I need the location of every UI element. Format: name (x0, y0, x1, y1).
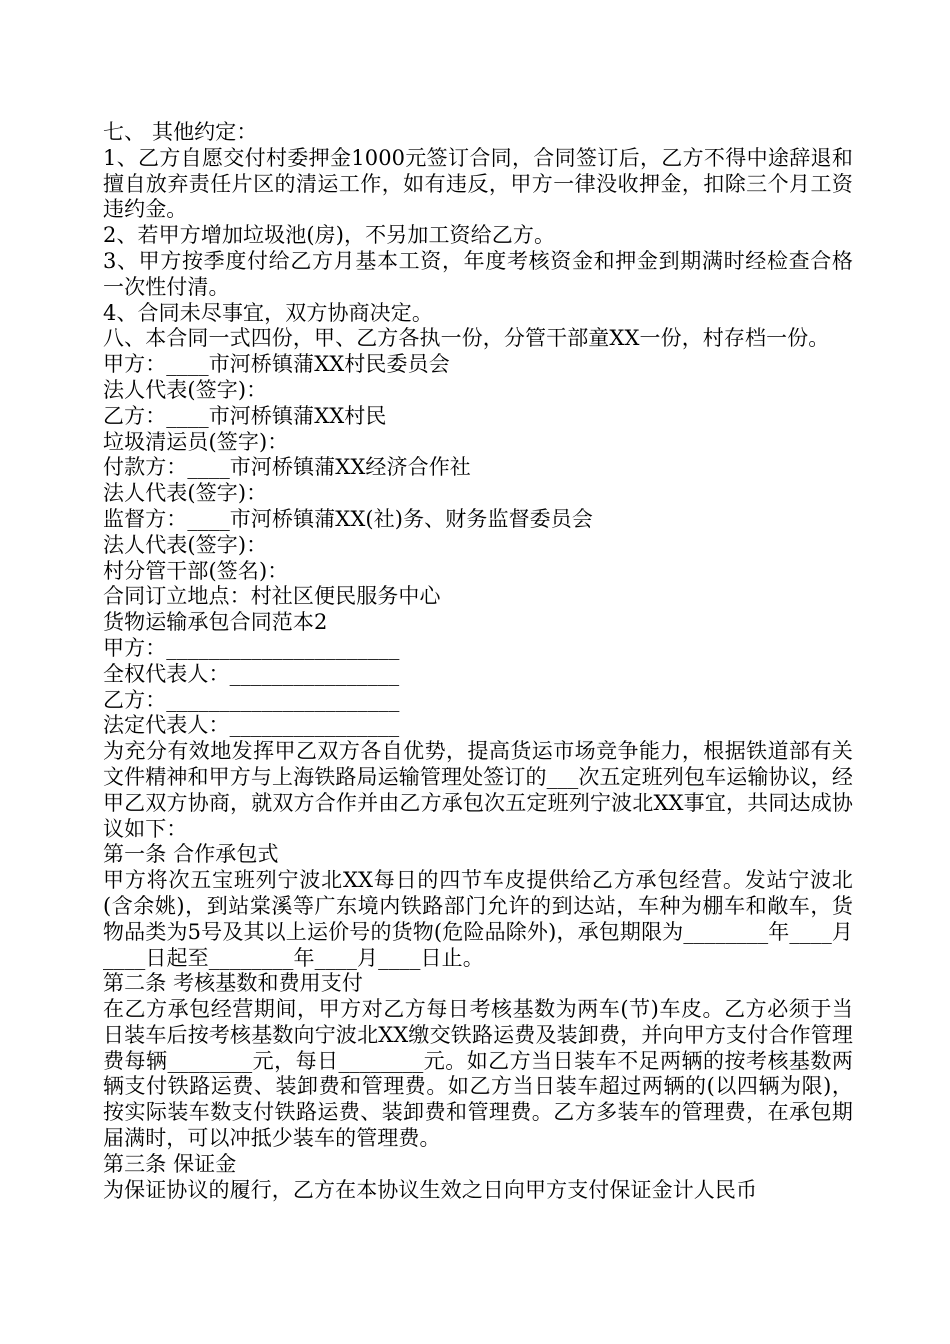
signing-place-line: 合同订立地点：村社区便民服务中心 (103, 584, 441, 609)
article-1-heading: 第一条 合作承包式 (103, 842, 279, 867)
clause-garbage-pool: 2、若甲方增加垃圾池(房)，不另加工资给乙方。 (103, 223, 556, 248)
legal-rep-blank-line: 法定代表人：________________ (103, 713, 400, 738)
template-2-title: 货物运输承包合同范本2 (103, 610, 328, 635)
article-2-body: 在乙方承包经营期间，甲方对乙方每日考核基数为两车(节)车皮。乙方必须于当日装车后按考核基数向宁波北XX缴交铁路运费及装卸费，并向甲方支付合作管理费每辆________元，每日________元。如乙方当日装车不足两辆的按考核基数两辆支付铁路运费、装卸费和管理费。如乙方当日装车超过两辆的(以四辆为限)，按实际装车数支付铁路运费、装卸费和管理费。乙方多装车的管理费，在承包期届满时，可以冲抵少装车的管理费。 (103, 997, 853, 1151)
clause-unresolved-matters: 4、合同未尽事宜，双方协商决定。 (103, 300, 433, 325)
document-body (103, 120, 853, 1203)
village-cadre-signature-line: 村分管干部(签名)： (103, 558, 289, 583)
article-1-body: 甲方将次五宝班列宁波北XX每日的四节车皮提供给乙方承包经营。发站宁波北(含余姚)，到站棠溪等广东境内铁路部门允许的到达站，车种为棚车和敞车，货物品类为5号及其以上运价号的货物(危险品除外)，承包期限为________年____月____日起至________年____月____日止。 (103, 868, 853, 970)
authorized-rep-blank-line: 全权代表人：________________ (103, 661, 400, 686)
section-heading-other-terms: 七、 其他约定： (103, 120, 258, 144)
legal-rep-signature-line: 法人代表(签字)： (103, 532, 268, 557)
clause-payment: 3、甲方按季度付给乙方月基本工资，年度考核资金和押金到期满时经检查合格一次性付清。 (103, 248, 853, 299)
cleaner-signature-line: 垃圾清运员(签字)： (103, 429, 289, 454)
party-a-line: 甲方：____市河桥镇蒲XX村民委员会 (103, 352, 450, 377)
payer-line: 付款方：____市河桥镇蒲XX经济合作社 (103, 455, 471, 480)
party-a-blank-line: 甲方：______________________ (103, 635, 400, 660)
supervisor-line: 监督方：____市河桥镇蒲XX(社)务、财务监督委员会 (103, 506, 593, 531)
legal-rep-signature-line: 法人代表(签字)： (103, 481, 268, 506)
party-b-blank-line: 乙方：______________________ (103, 687, 400, 712)
clause-copies: 八、本合同一式四份，甲、乙方各执一份，分管干部童XX一份，村存档一份。 (103, 326, 830, 351)
article-3-body: 为保证协议的履行，乙方在本协议生效之日向甲方支付保证金计人民币 (103, 1177, 758, 1202)
clause-deposit: 1、乙方自愿交付村委押金1000元签订合同，合同签订后，乙方不得中途辞退和擅自放弃责任片区的清运工作，如有违反，甲方一律没收押金，扣除三个月工资违约金。 (103, 145, 853, 222)
party-b-line: 乙方：____市河桥镇蒲XX村民 (103, 403, 387, 428)
article-2-heading: 第二条 考核基数和费用支付 (103, 971, 363, 996)
article-3-heading: 第三条 保证金 (103, 1151, 237, 1176)
preamble-paragraph: 为充分有效地发挥甲乙双方各自优势，提高货运市场竞争能力，根据铁道部有关文件精神和甲方与上海铁路局运输管理处签订的___次五定班列包车运输协议，经甲乙双方协商，就双方合作并由乙方承包次五定班列宁波北XX事宜，共同达成协议如下： (103, 739, 853, 841)
legal-rep-signature-line: 法人代表(签字)： (103, 377, 268, 402)
